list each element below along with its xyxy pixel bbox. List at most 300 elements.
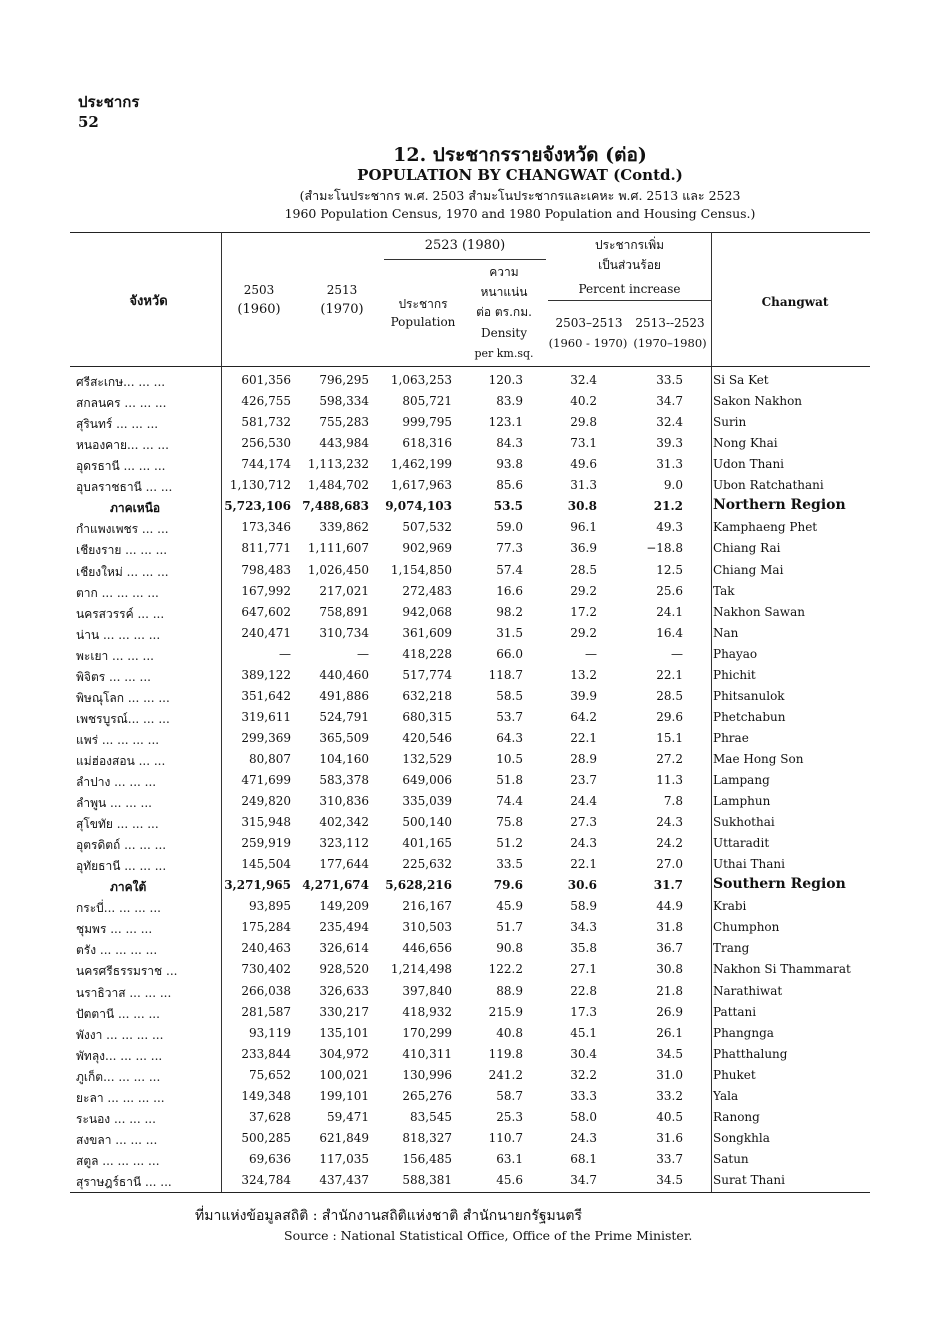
province-name-th: ตรัง ... ... ... ... xyxy=(76,943,158,958)
province-name-th: สุราษฎร์ธานี ... ... xyxy=(76,1174,172,1189)
group-2523-rule xyxy=(384,259,546,260)
pop-2523-cell: 361,609 xyxy=(402,625,452,640)
province-name-en: Phatthalung xyxy=(713,1046,788,1061)
table-row xyxy=(0,454,941,475)
pop-2523-cell: 805,721 xyxy=(402,394,452,409)
density-cell: 79.6 xyxy=(493,878,523,893)
pop-2523-cell: 132,529 xyxy=(402,751,452,766)
table-row xyxy=(0,728,941,749)
province-name-en: Surat Thani xyxy=(713,1172,785,1187)
pop-2523-cell: 446,656 xyxy=(402,941,452,956)
table-row xyxy=(0,581,941,602)
pop-2523-cell: 1,462,199 xyxy=(390,457,452,472)
increase-2-cell: 31.0 xyxy=(656,1067,683,1082)
pop-2513-cell: 310,836 xyxy=(319,794,369,808)
pop-2523-cell: 818,327 xyxy=(402,1130,452,1145)
province-name-en: Kamphaeng Phet xyxy=(713,520,818,535)
increase-2-cell: 24.1 xyxy=(656,604,683,619)
province-name-th: ตาก ... ... ... ... xyxy=(76,585,159,600)
table-row xyxy=(0,1086,941,1107)
density-cell: 10.5 xyxy=(496,751,523,766)
increase-2-cell: 34.5 xyxy=(656,1046,683,1061)
pop-2523-cell: 418,932 xyxy=(402,1004,452,1019)
table-row xyxy=(0,1065,941,1086)
table-row xyxy=(0,917,941,938)
province-name-en: Nakhon Si Thammarat xyxy=(713,962,851,977)
page-number: 52 xyxy=(78,113,99,131)
table-row xyxy=(0,1170,941,1191)
province-name-th: ศรีสะเกษ... ... ... xyxy=(76,375,166,389)
section-label: ประชากร xyxy=(78,93,140,111)
increase-1-cell: 24.4 xyxy=(570,794,597,808)
table-bottom-rule xyxy=(70,1192,870,1193)
province-name-en: Chiang Mai xyxy=(713,562,784,577)
table-row xyxy=(0,833,941,854)
increase-1-cell: 58.0 xyxy=(570,1109,597,1124)
pop-2513-cell: 326,633 xyxy=(319,983,369,998)
pop-2503-cell: 93,895 xyxy=(249,899,291,914)
pop-2523-cell: 420,546 xyxy=(402,730,452,745)
province-name-en: Sakon Nakhon xyxy=(713,394,803,409)
increase-1-cell: 17.3 xyxy=(570,1004,597,1019)
increase-2-cell: 33.7 xyxy=(656,1151,683,1166)
increase-1-cell: 49.6 xyxy=(570,457,597,472)
pop-2523-cell: 265,276 xyxy=(402,1088,452,1103)
table-row xyxy=(0,1128,941,1149)
density-cell: 45.6 xyxy=(496,1172,523,1187)
increase-1-cell: 96.1 xyxy=(570,520,597,535)
pop-2503-cell: 5,723,106 xyxy=(224,499,291,514)
pop-2513-cell: 100,021 xyxy=(319,1067,369,1082)
increase-2-cell: 36.7 xyxy=(656,941,683,956)
province-name-th: ภูเก็ต... ... ... ... xyxy=(76,1069,161,1084)
pop-2513-cell: 440,460 xyxy=(319,667,369,682)
increase-2-cell: 34.5 xyxy=(656,1172,683,1187)
province-name-th: อุตรดิตถ์ ... ... ... xyxy=(76,838,167,853)
pop-2503-cell: 324,784 xyxy=(241,1172,291,1187)
year-1970-header: (1970) xyxy=(320,302,364,317)
pop-2523-cell: 216,167 xyxy=(402,899,452,914)
table-row xyxy=(0,1023,941,1044)
pop-2513-cell: 310,734 xyxy=(319,625,369,640)
pop-2503-cell: 811,771 xyxy=(241,541,291,556)
increase-1-cell: 23.7 xyxy=(570,773,597,787)
increase-1-cell: 28.5 xyxy=(570,562,597,577)
density-cell: 59.0 xyxy=(496,520,523,535)
pop-2523-cell: 5,628,216 xyxy=(385,878,452,893)
province-name-th: อุทัยธานี ... ... ... xyxy=(76,859,167,874)
province-name-en: Phetchabun xyxy=(713,709,786,724)
density-cell: 40.8 xyxy=(496,1025,523,1040)
increase-period-2-en-header: (1970–1980) xyxy=(633,336,707,350)
province-name-th: พิจิตร ... ... ... xyxy=(76,669,151,684)
increase-2-cell: 33.5 xyxy=(656,373,683,387)
table-title-thai: 12. ประชากรรายจังหวัด (ต่อ) xyxy=(393,144,647,166)
increase-1-cell: 68.1 xyxy=(570,1151,597,1166)
province-name-th: อุบลราชธานี ... ... xyxy=(76,480,173,495)
density-cell: 110.7 xyxy=(488,1130,523,1145)
province-name-en: Ubon Ratchathani xyxy=(713,478,824,493)
province-name-th: เชียงราย ... ... ... xyxy=(76,543,168,558)
pop-2503-cell: 37,628 xyxy=(249,1109,291,1124)
increase-period-2-header: 2513--2523 xyxy=(635,316,705,330)
pop-2523-cell: 335,039 xyxy=(402,794,452,808)
group-2523-header: 2523 (1980) xyxy=(424,238,506,253)
population-en-header: Population xyxy=(390,315,456,329)
pop-2523-cell: 999,795 xyxy=(402,415,452,430)
province-name-th: สุรินทร์ ... ... ... xyxy=(76,417,159,432)
pop-2503-cell: 80,807 xyxy=(249,751,291,766)
pop-2513-cell: 443,984 xyxy=(319,436,369,451)
increase-1-cell: 27.3 xyxy=(570,815,597,829)
increase-1-cell: 33.3 xyxy=(570,1088,597,1103)
province-name-en: Phitsanulok xyxy=(713,688,785,703)
increase-1-cell: 22.1 xyxy=(570,857,597,872)
pop-2513-cell: — xyxy=(357,646,369,661)
province-name-en: Si Sa Ket xyxy=(713,373,769,387)
province-name-th: ลำพูน ... ... ... xyxy=(76,796,152,810)
pop-2523-cell: 507,532 xyxy=(402,520,452,535)
pop-2503-cell: 601,356 xyxy=(241,373,291,387)
table-row xyxy=(0,1107,941,1128)
increase-2-cell: — xyxy=(671,646,683,661)
density-cell: 122.2 xyxy=(488,962,523,977)
increase-1-cell: 29.8 xyxy=(570,415,597,430)
increase-2-cell: 16.4 xyxy=(656,625,683,640)
pop-2513-cell: 491,886 xyxy=(319,688,369,703)
pop-2523-cell: 1,154,850 xyxy=(390,562,452,577)
density-cell: 53.7 xyxy=(496,709,523,724)
pop-2513-cell: 135,101 xyxy=(319,1025,369,1040)
province-name-th: นราธิวาส ... ... ... xyxy=(76,985,172,1000)
pop-2513-cell: 1,113,232 xyxy=(307,457,369,472)
increase-1-cell: 36.9 xyxy=(570,541,597,556)
density-cell: 75.8 xyxy=(496,815,523,829)
pop-2503-cell: 744,174 xyxy=(241,457,291,472)
density-cell: 63.1 xyxy=(496,1151,523,1166)
pop-2523-cell: 272,483 xyxy=(402,583,452,598)
changwat-en-header: Changwat xyxy=(761,295,829,309)
pop-2513-cell: 59,471 xyxy=(327,1109,369,1124)
pop-2503-cell: 319,611 xyxy=(241,709,291,724)
pop-2513-cell: 524,791 xyxy=(319,709,369,724)
increase-2-cell: 40.5 xyxy=(656,1109,683,1124)
pop-2513-cell: 235,494 xyxy=(319,920,369,935)
density-cell: 64.3 xyxy=(496,730,523,745)
increase-1-cell: 27.1 xyxy=(570,962,597,977)
table-row xyxy=(0,644,941,665)
pop-2513-cell: 326,614 xyxy=(319,941,369,956)
increase-2-cell: 11.3 xyxy=(656,773,683,787)
province-name-th: สุโขทัย ... ... ... xyxy=(76,817,159,831)
pop-2513-cell: 1,111,607 xyxy=(307,541,369,556)
increase-2-cell: 26.1 xyxy=(656,1025,683,1040)
province-name-en: Pattani xyxy=(713,1004,757,1019)
density-cell: 93.8 xyxy=(496,457,523,472)
pop-2503-cell: 249,820 xyxy=(241,794,291,808)
province-name-en: Phichit xyxy=(713,667,756,682)
pop-2503-cell: 798,483 xyxy=(241,562,291,577)
pop-2513-cell: 4,271,674 xyxy=(302,878,369,893)
increase-2-cell: 24.2 xyxy=(656,836,683,851)
density-cell: 84.3 xyxy=(496,436,523,451)
table-header-bottom-rule xyxy=(70,366,870,367)
province-name-th: แพร่ ... ... ... ... xyxy=(76,732,160,747)
province-name-en: Nakhon Sawan xyxy=(713,604,805,619)
table-subtitle-thai: (สำมะโนประชากร พ.ศ. 2503 สำมะโนประชากรและเคหะ พ.ศ. 2513 และ 2523 xyxy=(299,188,741,203)
density-cell: 58.5 xyxy=(496,688,523,703)
pop-2523-cell: 649,006 xyxy=(402,773,452,787)
increase-2-cell: −18.8 xyxy=(646,541,683,556)
increase-2-cell: 31.3 xyxy=(656,457,683,472)
province-name-en: Phangnga xyxy=(713,1025,774,1040)
pop-2503-cell: 3,271,965 xyxy=(224,878,291,893)
increase-2-cell: 26.9 xyxy=(656,1004,683,1019)
changwat-th-header: จังหวัด xyxy=(129,294,168,309)
density-cell: 57.4 xyxy=(496,562,523,577)
density-cell: 215.9 xyxy=(488,1004,523,1019)
increase-2-cell: 22.1 xyxy=(656,667,683,682)
pop-2513-cell: 796,295 xyxy=(319,373,369,387)
percent-increase-rule xyxy=(548,300,711,301)
increase-2-cell: 12.5 xyxy=(656,562,683,577)
province-name-en: Lamphun xyxy=(713,794,771,808)
table-row xyxy=(0,812,941,833)
increase-2-cell: 7.8 xyxy=(663,794,683,808)
pop-2513-cell: 1,484,702 xyxy=(307,478,369,493)
pop-2523-cell: 1,214,498 xyxy=(390,962,452,977)
table-row xyxy=(0,1149,941,1170)
province-name-en: Mae Hong Son xyxy=(713,751,804,766)
pop-2513-cell: 583,378 xyxy=(319,773,369,787)
pop-2513-cell: 598,334 xyxy=(319,394,369,409)
pop-2513-cell: 621,849 xyxy=(319,1130,369,1145)
increase-1-cell: 32.4 xyxy=(570,373,597,387)
pop-2503-cell: 299,369 xyxy=(241,730,291,745)
province-name-th: กำแพงเพชร ... ... xyxy=(76,522,169,537)
density-th-header: หนาแน่น xyxy=(480,285,528,299)
increase-1-cell: — xyxy=(585,646,597,661)
year-2513-header: 2513 xyxy=(326,283,358,297)
table-top-rule xyxy=(70,232,870,233)
density-cell: 120.3 xyxy=(488,373,523,387)
source-thai: ที่มาแห่งข้อมูลสถิติ : สำนักงานสถิติแห่งชาติ สำนักนายกรัฐมนตรี xyxy=(195,1208,582,1224)
source-english: Source : National Statistical Office, Office of the Prime Minister. xyxy=(284,1228,693,1243)
pop-2513-cell: 339,862 xyxy=(319,520,369,535)
increase-2-cell: 27.0 xyxy=(656,857,683,872)
density-cell: 66.0 xyxy=(496,646,523,661)
pop-2523-cell: 500,140 xyxy=(402,815,452,829)
table-row xyxy=(0,623,941,644)
increase-2-cell: 21.8 xyxy=(656,983,683,998)
province-name-en: Uthai Thani xyxy=(713,857,785,872)
province-name-en: Songkhla xyxy=(713,1130,770,1145)
province-name-th: เชียงใหม่ ... ... ... xyxy=(76,564,169,579)
province-name-en: Satun xyxy=(713,1151,749,1166)
table-row xyxy=(0,370,941,391)
province-name-en: Surin xyxy=(713,415,747,430)
pop-2523-cell: 1,617,963 xyxy=(390,478,452,493)
density-cell: 31.5 xyxy=(496,625,523,640)
pop-2503-cell: 69,636 xyxy=(249,1151,291,1166)
pop-2513-cell: 437,437 xyxy=(319,1172,369,1187)
pop-2503-cell: 500,285 xyxy=(241,1130,291,1145)
increase-2-cell: 9.0 xyxy=(663,478,683,493)
increase-1-cell: 40.2 xyxy=(570,394,597,409)
table-subtitle-english: 1960 Population Census, 1970 and 1980 Population and Housing Census.) xyxy=(284,206,756,221)
pop-2513-cell: 7,488,683 xyxy=(302,499,369,514)
province-name-th: เพชรบูรณ์... ... ... xyxy=(76,711,170,726)
province-name-en: Nong Khai xyxy=(713,436,778,451)
pop-2523-cell: 130,996 xyxy=(402,1067,452,1082)
density-cell: 123.1 xyxy=(488,415,523,430)
increase-1-cell: 22.1 xyxy=(570,730,597,745)
province-name-th: แม่ฮ่องสอน ... ... xyxy=(76,753,166,768)
pop-2503-cell: 647,602 xyxy=(241,604,291,619)
density-cell: 83.9 xyxy=(496,394,523,409)
density-cell: 74.4 xyxy=(496,794,523,808)
province-name-th: กระบี่... ... ... ... xyxy=(76,901,161,916)
pop-2503-cell: 240,463 xyxy=(241,941,291,956)
pop-2513-cell: 177,644 xyxy=(319,857,369,872)
pop-2503-cell: 1,130,712 xyxy=(229,478,291,493)
province-name-en: Udon Thani xyxy=(713,457,785,472)
increase-2-cell: 15.1 xyxy=(656,730,683,745)
pop-2523-cell: 9,074,103 xyxy=(385,499,452,514)
density-en-header: per km.sq. xyxy=(474,347,534,360)
pop-2523-cell: 225,632 xyxy=(402,857,452,872)
province-name-en: Phrae xyxy=(713,730,749,745)
pop-2503-cell: 259,919 xyxy=(241,836,291,851)
page-header xyxy=(78,92,139,132)
pop-2503-cell: 167,992 xyxy=(241,583,291,598)
province-name-th: พังงา ... ... ... ... xyxy=(76,1027,164,1042)
density-cell: 16.6 xyxy=(496,583,523,598)
increase-period-1-en-header: (1960 - 1970) xyxy=(548,336,628,350)
pop-2503-cell: 471,699 xyxy=(241,773,291,787)
pop-2513-cell: 217,021 xyxy=(319,583,369,598)
density-cell: 45.9 xyxy=(496,899,523,914)
pop-2523-cell: 618,316 xyxy=(402,436,452,451)
province-name-th: ภาคใต้ xyxy=(110,880,147,895)
pop-2503-cell: 315,948 xyxy=(241,815,291,829)
pop-2523-cell: 410,311 xyxy=(402,1046,452,1061)
table-title-english: POPULATION BY CHANGWAT (Contd.) xyxy=(357,166,683,184)
pop-2513-cell: 323,112 xyxy=(319,836,369,851)
increase-1-cell: 34.3 xyxy=(570,920,597,935)
region-row xyxy=(0,875,941,896)
pop-2513-cell: 149,209 xyxy=(319,899,369,914)
table-row xyxy=(0,1044,941,1065)
increase-1-cell: 39.9 xyxy=(570,688,597,703)
table-row xyxy=(0,854,941,875)
density-en-header: Density xyxy=(480,326,528,340)
table-row xyxy=(0,1002,941,1023)
pop-2513-cell: 104,160 xyxy=(319,751,369,766)
increase-2-cell: 44.9 xyxy=(656,899,683,914)
table-row xyxy=(0,475,941,496)
density-cell: 118.7 xyxy=(488,667,523,682)
province-name-th: พิษณุโลก ... ... ... xyxy=(76,690,170,705)
increase-2-cell: 34.7 xyxy=(656,394,683,409)
province-name-en: Ranong xyxy=(713,1109,760,1124)
density-cell: 53.5 xyxy=(493,499,523,514)
increase-1-cell: 45.1 xyxy=(570,1025,597,1040)
density-cell: 85.6 xyxy=(496,478,523,493)
density-th-header: ต่อ ตร.กม. xyxy=(476,305,532,319)
density-cell: 51.2 xyxy=(496,836,523,851)
province-name-th: อุดรธานี ... ... ... xyxy=(76,459,166,474)
pop-2523-cell: 170,299 xyxy=(402,1025,452,1040)
increase-2-cell: 25.6 xyxy=(656,583,683,598)
increase-1-cell: 35.8 xyxy=(570,941,597,956)
pop-2513-cell: 365,509 xyxy=(319,730,369,745)
pop-2523-cell: 418,228 xyxy=(402,646,452,661)
pop-2513-cell: 402,342 xyxy=(319,815,369,829)
province-name-en: Narathiwat xyxy=(713,983,783,998)
table-row xyxy=(0,412,941,433)
pop-2503-cell: 240,471 xyxy=(241,625,291,640)
pop-2503-cell: — xyxy=(279,646,291,661)
province-name-th: ยะลา ... ... ... ... xyxy=(76,1090,165,1105)
table-row xyxy=(0,517,941,538)
province-name-th: นครสวรรค์ ... ... xyxy=(76,606,165,621)
density-cell: 119.8 xyxy=(488,1046,523,1061)
table-row xyxy=(0,938,941,959)
province-name-th: ลำปาง ... ... ... xyxy=(76,775,157,789)
pop-2513-cell: 755,283 xyxy=(319,415,369,430)
pop-2523-cell: 942,068 xyxy=(402,604,452,619)
pop-2523-cell: 1,063,253 xyxy=(390,373,452,387)
density-cell: 77.3 xyxy=(496,541,523,556)
pop-2513-cell: 1,026,450 xyxy=(307,562,369,577)
density-th-header: ความ xyxy=(489,265,519,279)
province-name-en: Uttaradit xyxy=(713,836,770,851)
table-row xyxy=(0,686,941,707)
increase-1-cell: 32.2 xyxy=(570,1067,597,1082)
province-name-en: Chumphon xyxy=(713,920,780,935)
pop-2523-cell: 401,165 xyxy=(402,836,452,851)
table-row xyxy=(0,391,941,412)
increase-2-cell: 30.8 xyxy=(656,962,683,977)
province-name-th: ชุมพร ... ... ... xyxy=(76,922,153,937)
increase-1-cell: 30.8 xyxy=(567,499,597,514)
pop-2503-cell: 266,038 xyxy=(241,983,291,998)
table-row xyxy=(0,981,941,1002)
province-name-th: พัทลุง... ... ... ... xyxy=(76,1048,163,1063)
province-name-en: Phuket xyxy=(713,1067,756,1082)
table-row xyxy=(0,749,941,770)
province-name-en: Sukhothai xyxy=(713,815,775,829)
increase-1-cell: 30.4 xyxy=(570,1046,597,1061)
increase-2-cell: 27.2 xyxy=(656,751,683,766)
pop-2523-cell: 902,969 xyxy=(402,541,452,556)
pop-2523-cell: 588,381 xyxy=(402,1172,452,1187)
table-row xyxy=(0,665,941,686)
year-1960-header: (1960) xyxy=(237,302,281,317)
increase-period-1-header: 2503–2513 xyxy=(555,316,623,330)
table-row xyxy=(0,602,941,623)
pop-2523-cell: 310,503 xyxy=(402,920,452,935)
pop-2513-cell: 928,520 xyxy=(319,962,369,977)
density-cell: 241.2 xyxy=(488,1067,523,1082)
increase-1-cell: 31.3 xyxy=(570,478,597,493)
pop-2513-cell: 304,972 xyxy=(319,1046,369,1061)
density-cell: 88.9 xyxy=(496,983,523,998)
province-name-th: สกลนคร ... ... ... xyxy=(76,396,167,411)
percent-increase-th-header: ประชากรเพิ่ม xyxy=(594,238,665,252)
increase-1-cell: 17.2 xyxy=(570,604,597,619)
